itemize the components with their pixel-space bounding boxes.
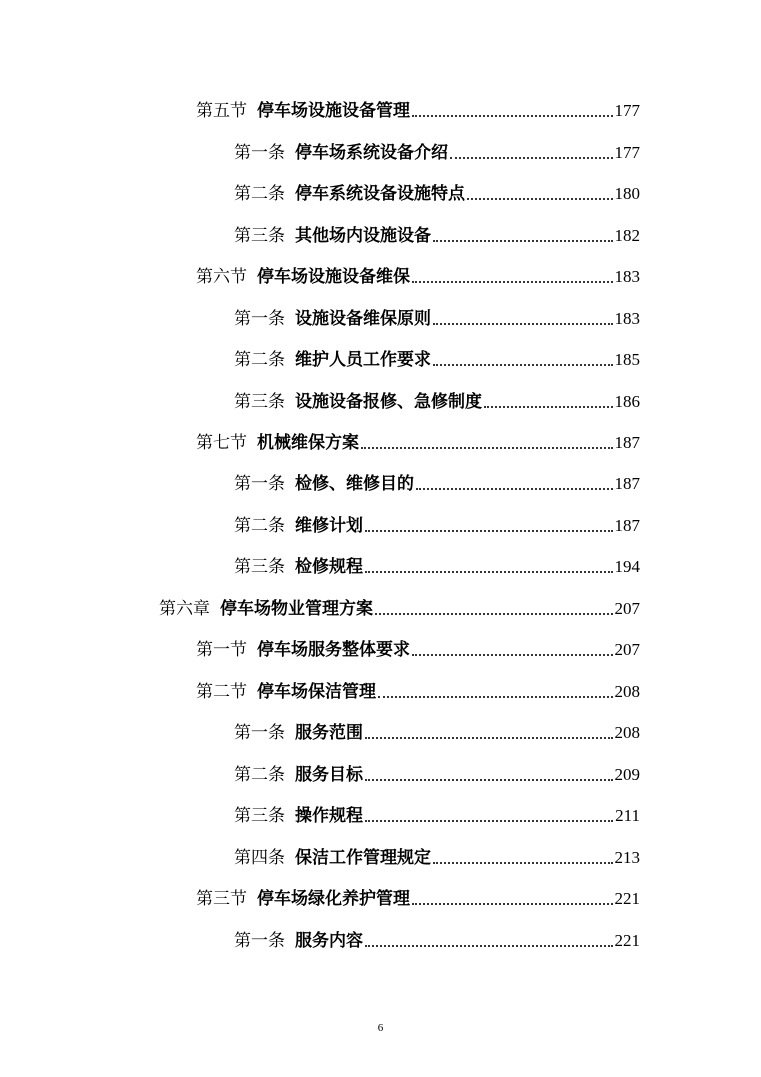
dot-leader — [365, 820, 613, 822]
toc-entry-number: 第三节 — [196, 889, 247, 909]
toc-entry-number: 第七节 — [196, 433, 247, 453]
dot-leader — [433, 364, 613, 366]
toc-entry-title: 服务内容 — [295, 931, 363, 951]
toc-entry[interactable] — [234, 718, 640, 744]
toc-entry-title: 停车场系统设备介绍 — [295, 143, 448, 163]
toc-entry-number: 第三条 — [234, 392, 285, 412]
toc-entry-title: 维护人员工作要求 — [295, 350, 431, 370]
toc-entry-page: 213 — [614, 848, 640, 867]
page-number: 6 — [377, 1022, 384, 1034]
toc-entry-page: 187 — [614, 516, 640, 535]
toc-entry-title: 设施设备维保原则 — [295, 309, 431, 329]
toc-entry[interactable] — [234, 801, 640, 827]
toc-entry-number: 第四条 — [234, 848, 285, 868]
toc-entry-page: 182 — [614, 226, 640, 245]
toc-entry-title: 维修计划 — [295, 516, 363, 536]
toc-entry[interactable] — [234, 387, 640, 413]
dot-leader — [412, 654, 613, 656]
dot-leader — [375, 613, 613, 615]
dot-leader — [433, 323, 613, 325]
toc-entry[interactable] — [234, 138, 640, 164]
dot-leader — [467, 198, 613, 200]
toc-entry[interactable] — [234, 345, 640, 371]
toc-entry[interactable] — [234, 843, 640, 869]
dot-leader — [412, 281, 613, 283]
toc-entry-title: 检修、维修目的 — [295, 474, 414, 494]
toc-entry-title: 保洁工作管理规定 — [295, 848, 431, 868]
toc-entry-title: 其他场内设施设备 — [295, 226, 431, 246]
toc-entry-number: 第二节 — [196, 682, 247, 702]
toc-entry[interactable] — [234, 469, 640, 495]
toc-entry-number: 第二条 — [234, 516, 285, 536]
toc-entry[interactable] — [196, 677, 640, 703]
toc-entry-page: 207 — [614, 640, 640, 659]
toc-entry-page: 177 — [614, 101, 640, 120]
toc-entry-title: 机械维保方案 — [257, 433, 359, 453]
dot-leader — [412, 903, 613, 905]
dot-leader — [365, 737, 613, 739]
dot-leader — [412, 115, 613, 117]
toc-entry-number: 第一节 — [196, 640, 247, 660]
toc-entry-title: 服务范围 — [295, 723, 363, 743]
toc-entry-number: 第一条 — [234, 309, 285, 329]
toc-entry[interactable] — [234, 552, 640, 578]
toc-entry-title: 停车场设施设备维保 — [257, 267, 410, 287]
toc-entry[interactable] — [196, 96, 640, 122]
toc-entry-page: 177 — [614, 143, 640, 162]
toc-entry[interactable] — [159, 594, 640, 620]
toc-entry-number: 第三条 — [234, 806, 285, 826]
dot-leader — [365, 571, 613, 573]
dot-leader — [378, 696, 613, 698]
toc-entry-number: 第一条 — [234, 723, 285, 743]
dot-leader — [484, 406, 613, 408]
toc-entry-number: 第二条 — [234, 765, 285, 785]
toc-entry[interactable] — [196, 635, 640, 661]
toc-entry[interactable] — [234, 179, 640, 205]
toc-entry-title: 停车场服务整体要求 — [257, 640, 410, 660]
toc-entry-page: 221 — [614, 931, 640, 950]
dot-leader — [433, 240, 613, 242]
toc-entry[interactable] — [196, 884, 640, 910]
toc-entry-page: 183 — [614, 309, 640, 328]
toc-entry-number: 第六节 — [196, 267, 247, 287]
toc-entry-page: 208 — [614, 723, 640, 742]
toc-entry[interactable] — [234, 304, 640, 330]
toc-entry-title: 设施设备报修、急修制度 — [295, 392, 482, 412]
toc-entry-page: 187 — [614, 474, 640, 493]
toc-entry-page: 183 — [614, 267, 640, 286]
dot-leader — [365, 530, 613, 532]
toc-entry-number: 第三条 — [234, 557, 285, 577]
dot-leader — [433, 862, 613, 864]
toc-entry-page: 180 — [614, 184, 640, 203]
toc-entry-page: 194 — [614, 557, 640, 576]
toc-entry-number: 第二条 — [234, 350, 285, 370]
dot-leader — [365, 945, 613, 947]
toc-entry[interactable] — [234, 511, 640, 537]
dot-leader — [365, 779, 613, 781]
toc-entry[interactable] — [234, 926, 640, 952]
toc-entry-page: 209 — [614, 765, 640, 784]
toc-entry-page: 208 — [614, 682, 640, 701]
toc-entry-number: 第二条 — [234, 184, 285, 204]
toc-entry[interactable] — [196, 262, 640, 288]
toc-entry-number: 第一条 — [234, 143, 285, 163]
dot-leader — [450, 157, 613, 159]
toc-entry-number: 第五节 — [196, 101, 247, 121]
dot-leader — [361, 447, 613, 449]
toc-entry-title: 停车场保洁管理 — [257, 682, 376, 702]
toc-entry-title: 停车场设施设备管理 — [257, 101, 410, 121]
toc-entry-number: 第一条 — [234, 931, 285, 951]
toc-entry-page: 187 — [614, 433, 640, 452]
toc-entry-title: 停车系统设备设施特点 — [295, 184, 465, 204]
toc-entry-page: 221 — [614, 889, 640, 908]
toc-entry[interactable] — [234, 760, 640, 786]
toc-entry-title: 操作规程 — [295, 806, 363, 826]
toc-entry-title: 停车场绿化养护管理 — [257, 889, 410, 909]
toc-entry[interactable] — [234, 221, 640, 247]
dot-leader — [416, 488, 613, 490]
toc-entry-page: 185 — [614, 350, 640, 369]
toc-entry-number: 第六章 — [159, 599, 210, 619]
toc-entry-page: 211 — [615, 806, 640, 825]
toc-entry-page: 207 — [614, 599, 640, 618]
toc-entry-title: 检修规程 — [295, 557, 363, 577]
toc-entry-title: 停车场物业管理方案 — [220, 599, 373, 619]
toc-entry[interactable] — [196, 428, 640, 454]
toc-entry-page: 186 — [614, 392, 640, 411]
toc-entry-number: 第三条 — [234, 226, 285, 246]
toc-entry-title: 服务目标 — [295, 765, 363, 785]
toc-entry-number: 第一条 — [234, 474, 285, 494]
